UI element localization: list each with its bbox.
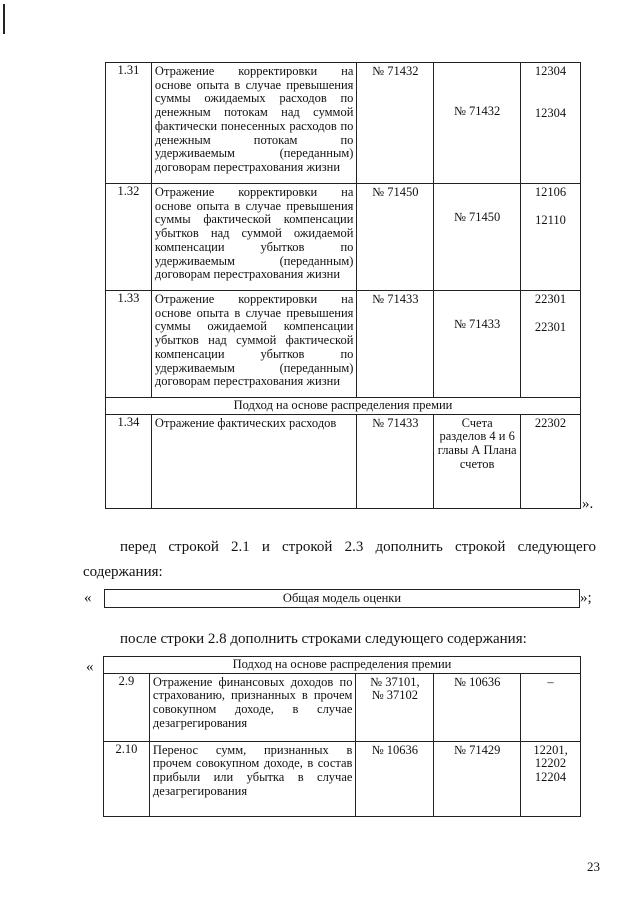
desc-line: удерживаемым (переданным) (154, 146, 354, 161)
row-number: 1.34 (106, 414, 152, 508)
debit-account: № 71433 (357, 291, 434, 398)
row-number: 1.33 (106, 291, 152, 398)
closing-quote: ». (582, 496, 594, 512)
paragraph-line: после строки 2.8 дополнить строками следующего содержания: (120, 631, 527, 647)
symbol-codes (521, 63, 581, 184)
desc-line: компенсации убытков по (154, 239, 354, 254)
desc-line: страхованию, признанных в прочем (152, 688, 353, 703)
open-quote: « (86, 659, 94, 675)
desc-line: договорам перестрахования жизни (154, 267, 341, 282)
desc-line: дезагрегирования (152, 783, 248, 798)
margin-mark (3, 4, 5, 34)
row-number: 1.31 (106, 63, 152, 184)
table-row (106, 414, 581, 508)
desc-line: Отражение корректировки на (154, 292, 354, 306)
page-number: 23 (587, 859, 600, 874)
desc-line: денежным потокам над суммой (154, 105, 354, 120)
row-number: 2.9 (104, 673, 150, 741)
debit-account (356, 673, 434, 741)
debit-account: № 71433 (357, 414, 434, 508)
credit-line: Счета (461, 415, 493, 430)
desc-line: фактически понесенных расходов по (154, 118, 354, 133)
debit-line: № 37102 (371, 688, 419, 703)
table-row (104, 741, 581, 816)
desc-line: компенсации убытков по (154, 346, 354, 361)
symbol-codes (521, 291, 581, 398)
symbol-codes (521, 741, 581, 816)
desc-line: дезагрегирования (152, 715, 248, 730)
open-quote: « (84, 590, 92, 606)
debit-line: № 10636 (371, 742, 419, 757)
section-header-row (104, 657, 581, 674)
desc-line: совокупном доходе, в случае (152, 702, 353, 717)
row-description (151, 291, 357, 398)
code: 12202 (534, 756, 567, 771)
row-description (149, 673, 356, 741)
debit-line: № 37101, (370, 674, 420, 689)
debit-account: № 71450 (357, 184, 434, 291)
credit-line: разделов 4 и 6 (439, 429, 515, 444)
desc-line: удерживаемым (переданным) (154, 253, 354, 268)
debit-account: № 71432 (357, 63, 434, 184)
table-row (106, 291, 581, 398)
code: 12201, (533, 742, 568, 757)
table-row (106, 184, 581, 291)
desc-line: основе опыта в случае превышения (154, 77, 354, 92)
credit-account: № 71432 (434, 63, 521, 184)
code: – (547, 674, 554, 689)
row-number: 1.32 (106, 184, 152, 291)
credit-line: счетов (459, 456, 495, 471)
desc-line: суммы ожидаемой компенсации (154, 319, 354, 334)
row-description (151, 184, 357, 291)
credit-account (434, 414, 521, 508)
symbol-codes (521, 184, 581, 291)
desc-line: убытков над суммой ожидаемой (154, 226, 354, 241)
desc-line: основе опыта в случае превышения (154, 305, 354, 320)
code: 12304 (534, 105, 567, 120)
close-quote: »; (580, 590, 592, 606)
paragraph-line: содержания: (83, 564, 163, 580)
debit-account (356, 741, 434, 816)
credit-account: № 71450 (434, 184, 521, 291)
credit-line: главы А Плана (437, 443, 517, 458)
desc-line: прочем совокупном доходе, в состав (152, 756, 353, 771)
desc-line: денежным потокам по (154, 132, 354, 147)
credit-account: № 71429 (434, 741, 521, 816)
desc-line: убытков над суммой фактической (154, 333, 354, 348)
row-description (151, 63, 357, 184)
credit-account: № 10636 (434, 673, 521, 741)
table-row (104, 673, 581, 741)
symbol-codes (521, 673, 581, 741)
code: 22301 (534, 319, 567, 334)
desc-line: суммы ожидаемых расходов по (154, 91, 354, 106)
code: 12304 (534, 64, 567, 78)
section-header: Подход на основе распределения премии (106, 398, 581, 415)
code: 12110 (535, 212, 566, 227)
desc-line: основе опыта в случае превышения (154, 198, 354, 213)
code: 12106 (534, 185, 567, 199)
desc-line: договорам перестрахования жизни (154, 374, 341, 389)
desc-line: Перенос сумм, признанных в (152, 742, 353, 757)
general-model-row: Общая модель оценки (104, 589, 580, 608)
desc-line: Отражение корректировки на (154, 64, 354, 78)
row-description: Отражение фактических расходов (151, 414, 357, 508)
desc-line: Отражение финансовых доходов по (152, 674, 353, 689)
paragraph-line: перед строкой 2.1 и строкой 2.3 дополнить строкой следующего (120, 539, 596, 555)
desc-line: договорам перестрахования жизни (154, 159, 341, 174)
row-number: 2.10 (104, 741, 150, 816)
desc-line: Отражение корректировки на (154, 185, 354, 199)
desc-line: удерживаемым (переданным) (154, 360, 354, 375)
postings-table-2 (103, 656, 581, 817)
section-header: Подход на основе распределения премии (104, 657, 581, 674)
row-description (149, 741, 356, 816)
desc-line: прибыли или убытка в случае (152, 770, 353, 785)
section-header-row (106, 398, 581, 415)
symbol-code: 22302 (521, 414, 581, 508)
code: 22301 (534, 292, 567, 306)
code: 12204 (534, 770, 567, 785)
desc-line: суммы фактической компенсации (154, 212, 354, 227)
table-row (106, 63, 581, 184)
postings-table-1 (105, 62, 581, 509)
credit-account: № 71433 (434, 291, 521, 398)
